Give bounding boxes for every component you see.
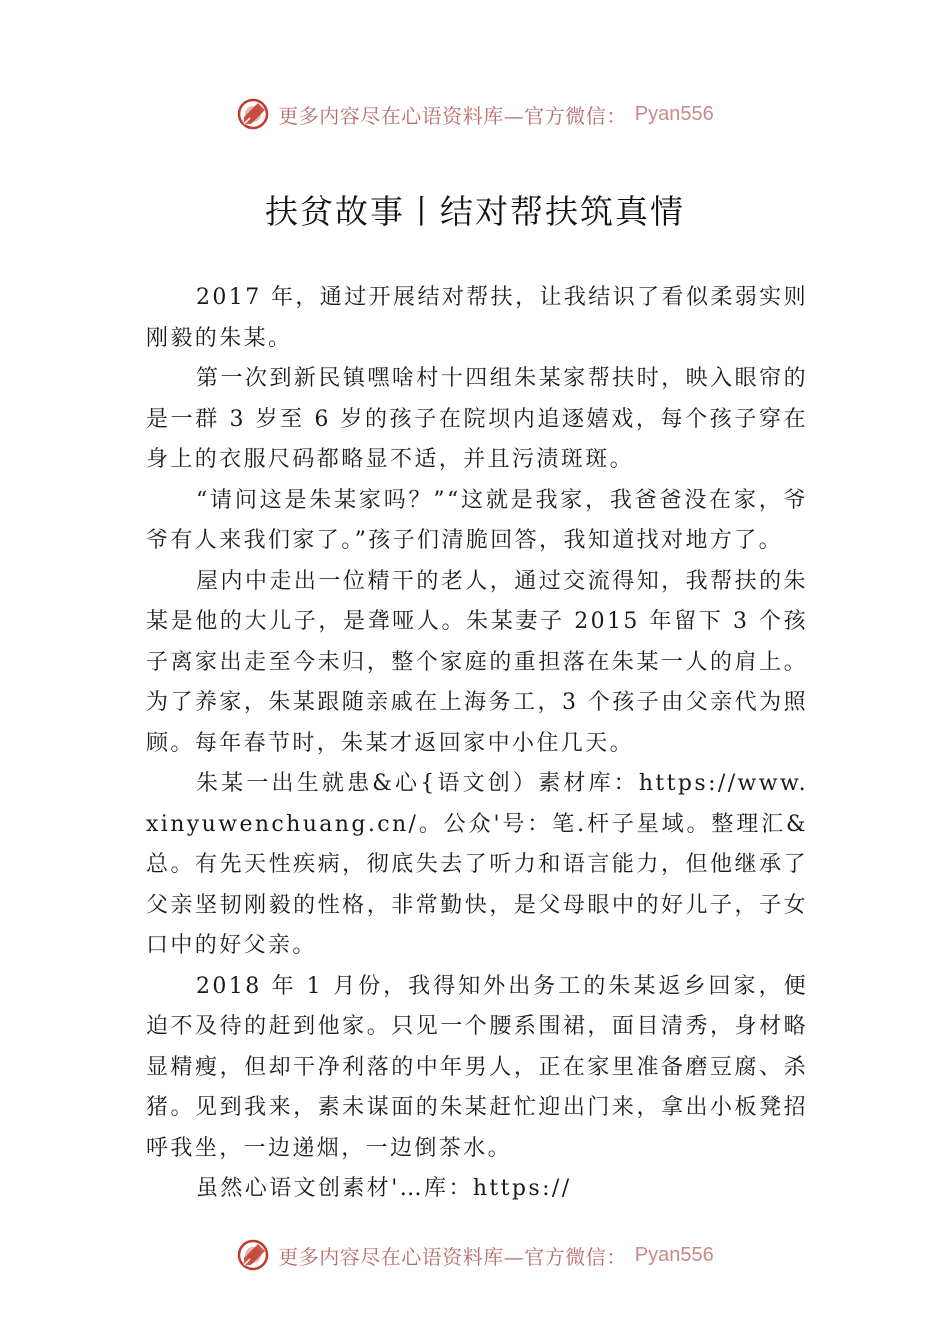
- article-body: [146, 278, 808, 1210]
- pen-nib-circle-icon: [236, 97, 270, 131]
- paragraph: 2017 年，通过开展结对帮扶，让我结识了看似柔弱实则刚毅的朱某。: [146, 285, 808, 351]
- wechat-account: Pyan556: [634, 102, 714, 125]
- paragraph: 朱某一出生就患&心{语文创）素材库：https://www.xinyuwenchuang.cn/。公众'号：笔.杆子星域。整理汇&总。有先天性疾病，彻底失去了听力和语言能力，但他继承了父亲坚韧刚毅的性格，非常勤快，是父母眼中的好儿子，子女口中的好父亲。: [146, 771, 808, 958]
- banner-text: 更多内容尽在心语资料库—官方微信：: [278, 103, 627, 128]
- paragraph: 2018 年 1 月份，我得知外出务工的朱某返乡回家，便迫不及待的赶到他家。只见一个腰系围裙，面目清秀，身材略显精瘦，但却干净利落的中年男人，正在家里准备磨豆腐、杀猪。见到我来，素未谋面的朱某赶忙迎出门来，拿出小板凳招呼我坐，一边递烟，一边倒茶水。: [146, 973, 808, 1161]
- paragraph: 虽然心语文创素材'…库：https://: [196, 1176, 572, 1201]
- paragraph: 屋内中走出一位精干的老人，通过交流得知，我帮扶的朱某是他的大儿子，是聋哑人。朱某妻子 2015 年留下 3 个孩子离家出走至今未归，整个家庭的重担落在朱某一人的肩上。为了养家，朱某跟随亲戚在上海务工，3 个孩子由父亲代为照顾。每年春节时，朱某才返回家中小住几天。: [146, 568, 808, 756]
- header-banner: [0, 94, 950, 134]
- footer-banner: [0, 1235, 950, 1275]
- paragraph: 第一次到新民镇嘿啥村十四组朱某家帮扶时，映入眼帘的是一群 3 岁至 6 岁的孩子在院坝内追逐嬉戏，每个孩子穿在身上的衣服尺码都略显不适，并且污渍斑斑。: [146, 366, 808, 472]
- paragraph: “请问这是朱某家吗？”“这就是我家，我爸爸没在家，爷爷有人来我们家了。”孩子们清脆回答，我知道找对地方了。: [146, 487, 808, 553]
- wechat-account: Pyan556: [634, 1243, 714, 1266]
- page-title: 扶贫故事丨结对帮扶筑真情: [265, 192, 685, 231]
- banner-text: 更多内容尽在心语资料库—官方微信：: [278, 1244, 627, 1269]
- pen-nib-circle-icon: [236, 1238, 270, 1272]
